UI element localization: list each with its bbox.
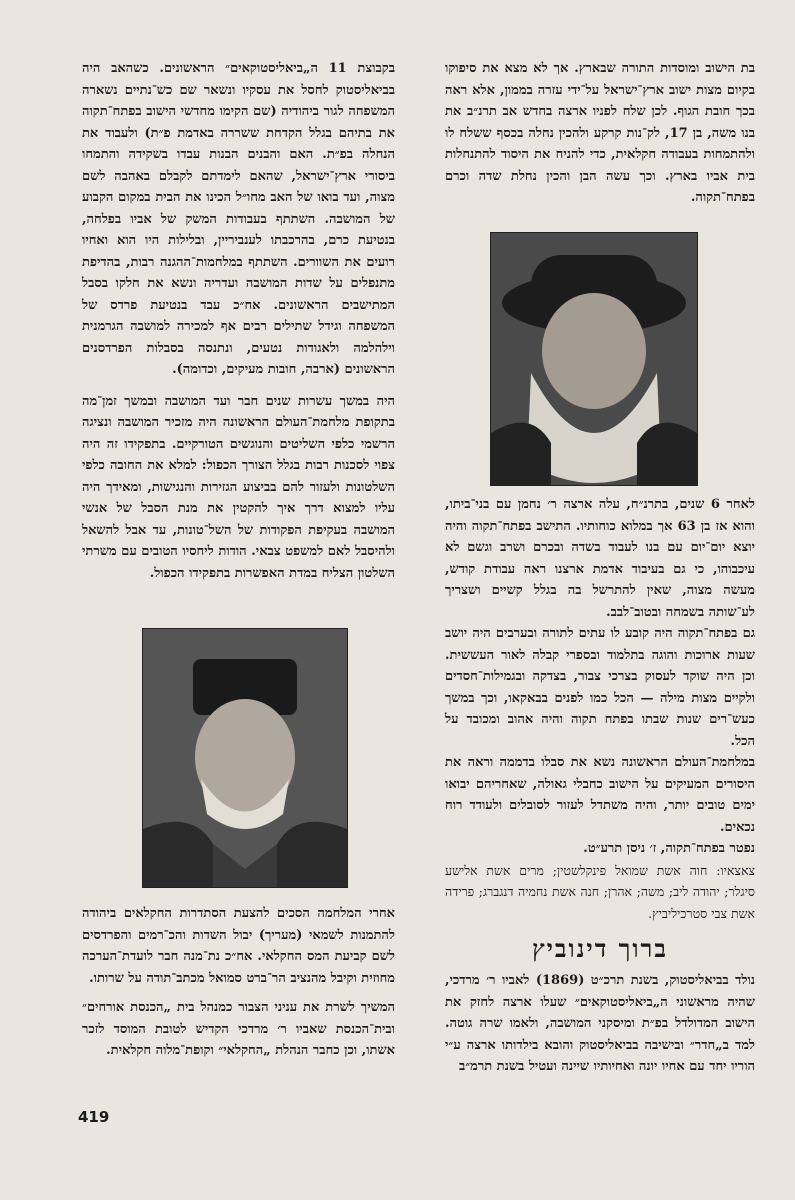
right-paragraph-3: גם בפתח־תקוה היה קובע לו עתים לתורה ובערבים היה יושב שעות ארוכות והוגה בתלמוד ובספרי קבלה לאור העששית. וכן היה שוקד לעסוק בצרכי צבור, בצדקה ובגמילות־חסדים ולקיים מצות מילה — הכל כמו לפנים בבאקאו, וכך במשך כעש־רים שנות שבתו בפתח תקוה והיה אהוב ומכובד על הכל.: [445, 626, 755, 749]
portrait-nachman-photo: [490, 232, 698, 486]
right-paragraph-5: נולד בביאליסטוק, בשנת תרכ״ט (1869) לאביו ר׳ מרדכי, שהיה מראשוני ה„ביאליסטוקאים״ שעלו ארצה לחזק את הישוב המדולדל בפ״ת ומיסקני המושבה, ולאמו שרה גוטה. למד ב„חדר״ ובישיבה בביאליסטוק והובא בילדותו ארצה ע״י הוריו יחד עם אחיו יונה ואחיותיו שיינה ועטיל בשנת תרמ״ב: [445, 973, 755, 1074]
right-paragraph-4: במלחמת־העולם הראשונה נשא את סבלו בדממה וראה את היסורים המעיקים על הישוב כחבלי גאולה, שאחריהם יבואו ימים טובים יותר, והיה משתדל לעזור לסובלים ולעודד רוח נכאים.: [445, 755, 755, 835]
left-column-top: [82, 58, 395, 584]
left-paragraph-4: המשיך לשרת את עניני הצבור כמנהל בית „הכנסת אורחים״ ובית־הכנסת שאביו ר׳ מרדכי הקדיש לטובת המוסד לזכר אשתו, וכן כחבר הנהלת „החקלאי״ וקופת־מלוה חקלאית.: [82, 1000, 395, 1058]
portrait-baruch-photo: [142, 628, 348, 888]
portrait-baruch-image: [143, 629, 347, 887]
left-paragraph-2: היה במשך עשרות שנים חבר ועד המושבה ובמשך זמן־מה בתקופת מלחמת־העולם הראשונה היה מזכיר המושבה ונציגה הרשמי כלפי השליטים והנוגשים הטורקיים. בתפקידו זה היה צפוי לסכנות רבות בגלל הצורך הכפול: למלא את החובה כלפי השלטונות ולעזור להם בביצוע הגזירות והנגישות, ומאידך היה עליו למצוא דרך איך להקטין את מנת הסבל של אנשי המושבה בעקיפת הפקודות של השל־טונות, עד אבל להשאל ולהיסבל לאם למשפט צבאי. הודות ליחסיו הטובים עם משרתי השלטון הצליח במדת האפשרות בתפקידו הכפול.: [82, 393, 395, 581]
right-column-top: [445, 58, 755, 209]
right-intro-paragraph: בת הישוב ומוסדות התורה שבארץ. אך לא מצא את סיפוקו בקיום מצות ישוב ארץ־ישראל על־ידי עזרה בממון, אלא ראה בכך חובת הגוף. לכן שלח לפניו ארצה בחדש אב תרנ״ב את בנו משה, בן 17, לק־נות קרקע ולהכין נחלה בכסף ששלח לו ולהתמחות בעבודה חקלאית, כדי להניח את היסוד להתנחלות בית אביו בארץ. וכך עשה הבן והכין נחלת שדה וכרם בפתח־תקוה.: [445, 61, 756, 205]
right-paragraph-2: לאחר 6 שנים, בתרנ״ח, עלה ארצה ר׳ נחמן עם בני־ביתו, והוא אז בן 63 אך במלוא כוחותיו. התישב בפתח־תקוה והיה יוצא יום־יום עם בנו לעבוד בשדה ובכרם ושרב וגשם לא עיכבוהו, כי גם בעיבוד אדמת ארצנו ראה עבודת קודש, מעשה מצוה, שאין להתרשל בה בגלל קשיים ושצריך לע־שותה בשמחה ובטוב־לבב.: [445, 497, 755, 620]
portrait-nachman-image: [491, 233, 697, 485]
page-number: 419: [78, 1108, 110, 1126]
section-heading-baruch-dinovitz: ברוך דינוביץ: [532, 934, 668, 963]
left-paragraph-1: בקבוצת 11 ה„ביאליסטוקאים״ הראשונים. כשהאב היה בביאליסטוק לחסל את עסקיו ונשאר שם כש־נתיים נשארה המשפחה לגור ביהודיה (שם הקימו מחדשי הישוב בפתח־תקוה את בתיהם בגלל הקדחת ששררה באדמת פ״ת) ולעבוד את הנחלה בפ״ת. האם והבנים הבנות עבדו בשקידה והתמחו ביסורי ארץ־ישראל, שהאם לימדתם לקבלם באהבה לשם מצוה, ועד בואו של האב מחו״ל הכינו את הבית במקום הקבוע של המושבה. השתתף בעבודות המשק של אביו בפלחה, בנטיעת כרם, בהרכבתו לענביריין, ובלילות היו הוא ואחיו רועים את השוורים. השתתף במלחמות־ההגנה רבות, בהדיפת מתנפלים על שדות המושבה ועדריה ונשא את חלקו בסבל המתישבים הראשונים. אח״כ עבד בנטיעת פרדס של המשפחה וגידל שתילים רבים אף למכירה למושבה הגרמנית וילהלמה ולאגודות נטעים, ונתנסה בסבלות הפרדסנים הראשונים (ארבה, חובות מעיקים, וכדומה).: [82, 61, 395, 377]
right-column-bottom: [445, 494, 755, 1078]
left-column-bottom: [82, 903, 395, 1062]
death-date: נפטר בפתח־תקוה, ז׳ ניסן תרע״ט.: [583, 841, 755, 856]
left-paragraph-3: אחרי המלחמה הסכים להצעת הסתדרות החקלאים ביהודה להתמנות לשמאי (מעריך) יבול השדות והכ־רמים והפרדסים לשם קביעת המס החקלאי. אח״כ נת־מנה חבר לועדת־הערכה מחוזית וקיבל מהנציב הר־ברט סמואל מכתב־תודה על שרותו.: [82, 906, 395, 986]
descendants-list: צאצאיו: חוה אשת שמואל פינקלשטין; מרים אשת אלישע סיגלר; יהודה ליב; משה; אהרן; חנה אשת נחמיה דנגברג; פרידה אשת צבי סטרכיליביץ.: [445, 862, 755, 921]
